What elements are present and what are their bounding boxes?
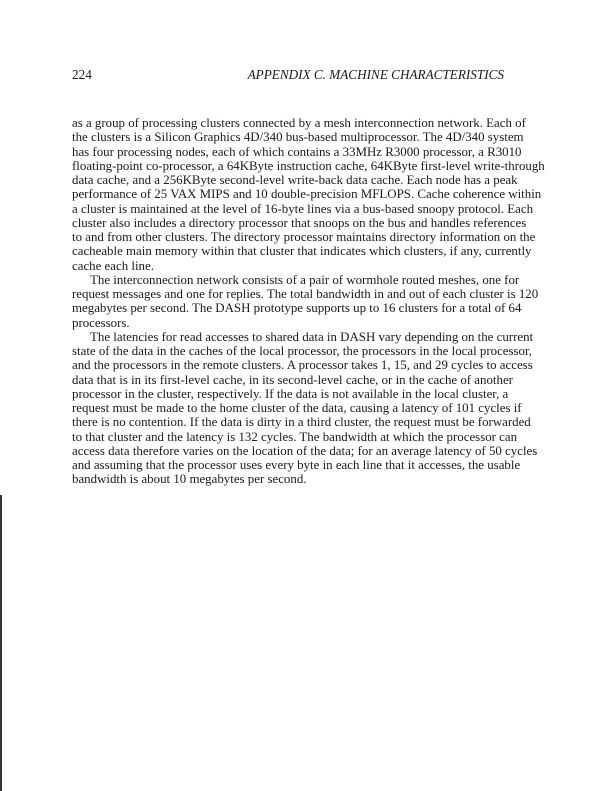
text-line: processor in the cluster, respectively. If the data is not available in the local cluster, a: [72, 386, 509, 401]
text-line: to that cluster and the latency is 132 cycles. The bandwidth at which the processor can: [72, 429, 518, 444]
text-line: cacheable main memory within that cluster that indicates which clusters, if any, currently: [72, 244, 532, 259]
page-edge-line: [0, 495, 2, 791]
paragraph: [72, 116, 545, 273]
text-line: cache each line.: [72, 258, 154, 273]
text-line: as a group of processing clusters connected by a mesh interconnection network. Each of: [72, 116, 526, 130]
running-header: [72, 67, 504, 83]
text-line: the clusters is a Silicon Graphics 4D/340 bus-based multiprocessor. The 4D/340 system: [72, 130, 524, 145]
text-line: and assuming that the processor uses every byte in each line that it accesses, the usable: [72, 458, 521, 472]
text-line: floating-point co-processor, a 64KByte instruction cache, 64KByte first-level write-through: [72, 158, 545, 173]
running-title: APPENDIX C. MACHINE CHARACTERISTICS: [247, 67, 504, 82]
text-line: has four processing nodes, each of which contains a 33MHz R3000 processor, a R3010: [72, 144, 522, 159]
text-line: there is no contention. If the data is dirty in a third cluster, the request must be forwarded: [72, 415, 531, 430]
paragraph: [72, 329, 538, 487]
paragraph: [72, 272, 539, 330]
text-line: access data therefore varies on the location of the data; for an average latency of 50 cycles: [72, 443, 538, 458]
text-line: to and from other clusters. The directory processor maintains directory information on the: [72, 230, 536, 244]
text-line: and the processors in the remote clusters. A processor takes 1, 15, and 29 cycles to access: [72, 358, 533, 373]
text-line: cluster also includes a directory processor that snoops on the bus and handles references: [72, 215, 527, 230]
text-line: data cache, and a 256KByte second-level write-back data cache. Each node has a peak: [72, 173, 518, 187]
text-line: request messages and one for replies. The total bandwidth in and out of each cluster is 120: [72, 287, 539, 301]
text-line: bandwidth is about 10 megabytes per second.: [72, 472, 307, 487]
text-line: performance of 25 VAX MIPS and 10 double-precision MFLOPS. Cache coherence within: [72, 187, 542, 202]
body-text: [72, 116, 545, 487]
text-line: processors.: [72, 315, 130, 330]
text-line: request must be made to the home cluster of the data, causing a latency of 101 cycles if: [72, 401, 522, 415]
text-line: The latencies for read accesses to shared data in DASH vary depending on the current: [90, 329, 534, 344]
page-number: 224: [72, 67, 92, 82]
text-line: state of the data in the caches of the local processor, the processors in the local processor,: [72, 344, 532, 358]
text-line: data that is in its first-level cache, in its second-level cache, or in the cache of another: [72, 372, 513, 387]
text-line: megabytes per second. The DASH prototype supports up to 16 clusters for a total of 64: [72, 301, 522, 316]
text-line: The interconnection network consists of a pair of wormhole routed meshes, one for: [90, 272, 520, 287]
text-line: a cluster is maintained at the level of 16-byte lines via a bus-based snoopy protocol. Each: [72, 201, 534, 216]
